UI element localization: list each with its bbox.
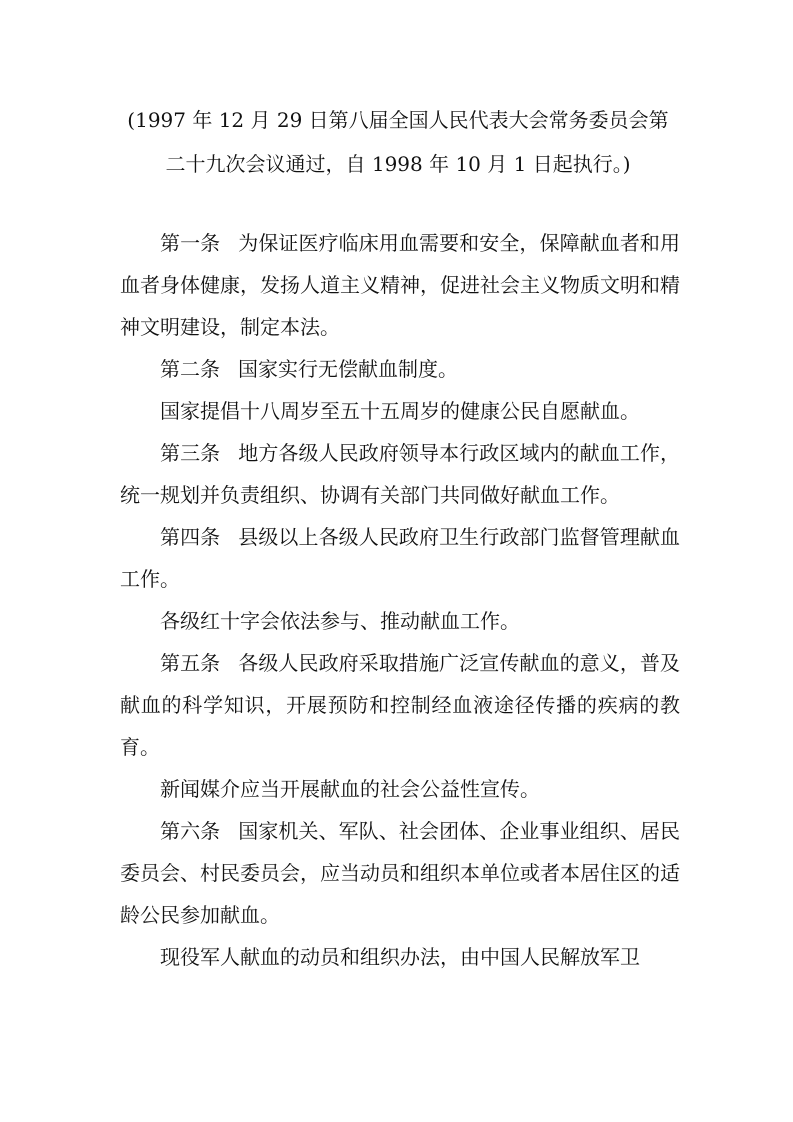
paragraph-text: 地方各级人民政府领导本行政区域内的献血工作，统一规划并负责组织、协调有关部门共同做好献血工作。	[120, 441, 680, 507]
paragraph-article-2	[120, 348, 680, 390]
paragraph-article-5-clause-2	[120, 768, 680, 810]
article-heading: 第二条	[160, 357, 220, 381]
paragraph-article-3	[120, 432, 680, 516]
article-heading: 第一条	[160, 231, 221, 255]
paragraph-text: 为保证医疗临床用血需要和安全，保障献血者和用血者身体健康，发扬人道主义精神，促进社会主义物质文明和精神文明建设，制定本法。	[120, 231, 680, 339]
paragraph-article-6-clause-2	[120, 936, 680, 978]
paragraph-text: 各级人民政府采取措施广泛宣传献血的意义，普及献血的科学知识，开展预防和控制经血液途径传播的疾病的教育。	[120, 651, 680, 759]
paragraph-article-1	[120, 222, 680, 348]
paragraph-article-4-clause-2	[120, 600, 680, 642]
paragraph-text: 国家机关、军队、社会团体、企业事业组织、居民委员会、村民委员会，应当动员和组织本单位或者本居住区的适龄公民参加献血。	[120, 819, 680, 927]
article-heading: 第三条	[160, 441, 221, 465]
paragraph-text: 县级以上各级人民政府卫生行政部门监督管理献血工作。	[120, 525, 680, 591]
article-heading: 第五条	[160, 651, 221, 675]
law-articles	[120, 222, 680, 978]
adoption-note-line-2: 二十九次会议通过，自 1998 年 10 月 1 日起执行。)	[165, 152, 631, 176]
paragraph-text: 国家实行无偿献血制度。	[238, 357, 458, 381]
article-heading: 第六条	[160, 819, 221, 843]
paragraph-text: 国家提倡十八周岁至五十五周岁的健康公民自愿献血。	[160, 399, 640, 423]
article-heading: 第四条	[160, 525, 221, 549]
paragraph-text: 现役军人献血的动员和组织办法，由中国人民解放军卫	[160, 945, 640, 969]
paragraph-article-5	[120, 642, 680, 768]
paragraph-article-6	[120, 810, 680, 936]
paragraph-text: 新闻媒介应当开展献血的社会公益性宣传。	[160, 777, 540, 801]
paragraph-article-2-clause-2	[120, 390, 680, 432]
adoption-note	[118, 98, 678, 186]
paragraph-article-4	[120, 516, 680, 600]
adoption-note-line-1: (1997 年 12 月 29 日第八届全国人民代表大会常务委员会第	[127, 108, 669, 132]
paragraph-text: 各级红十字会依法参与、推动献血工作。	[160, 609, 520, 633]
